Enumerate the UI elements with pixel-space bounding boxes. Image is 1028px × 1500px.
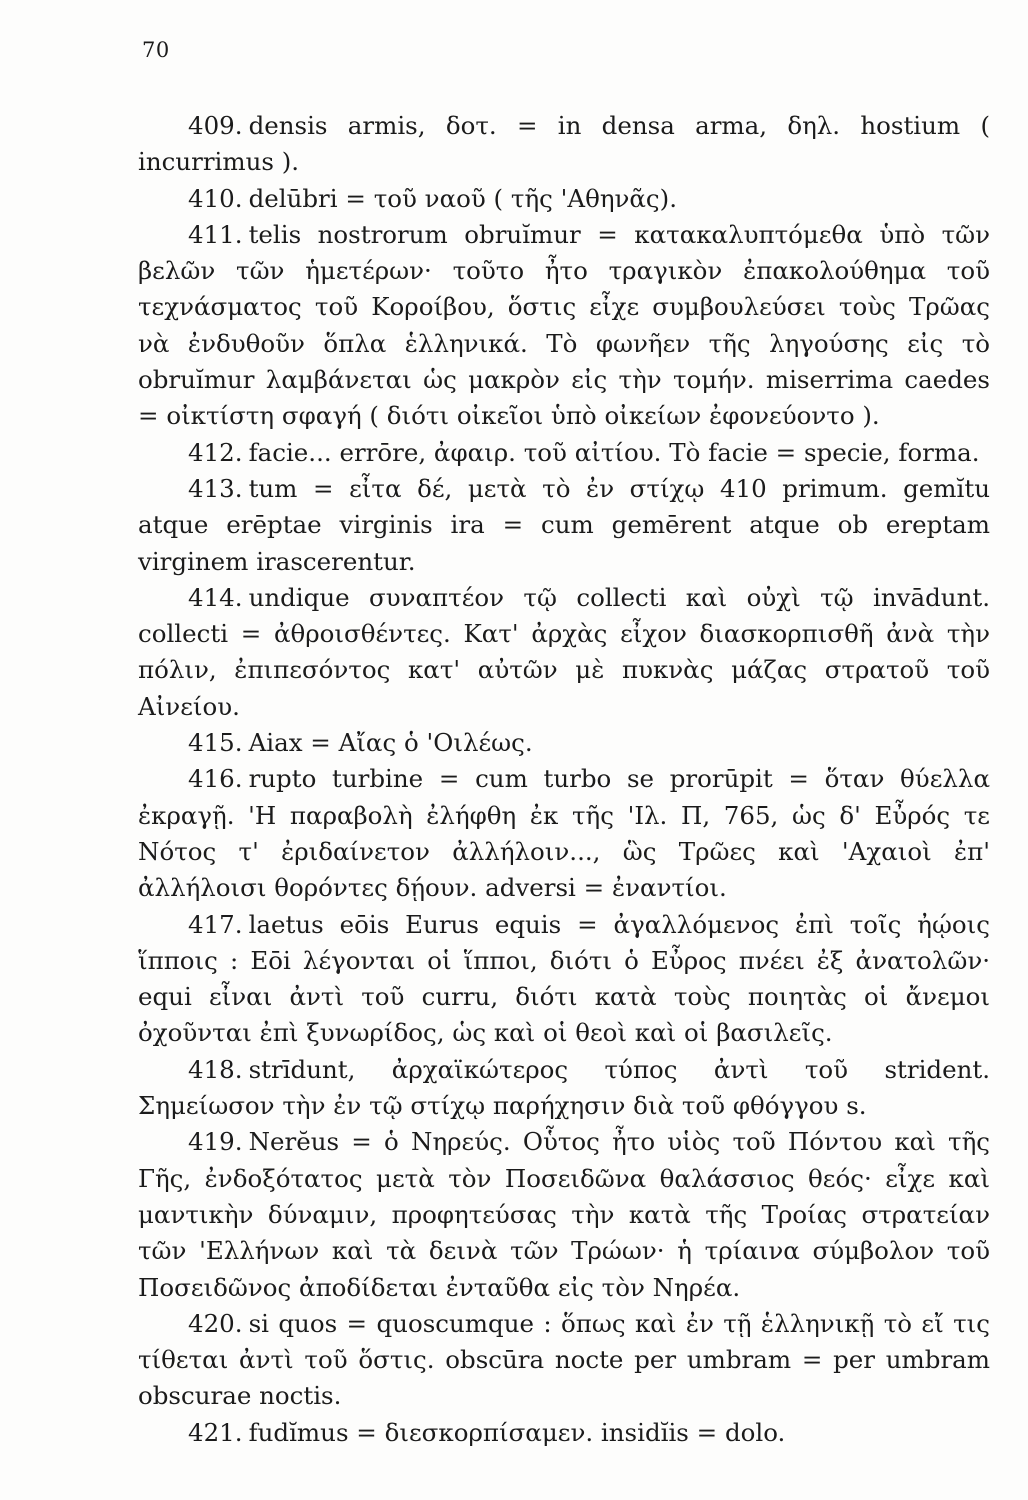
entry-number: 416.	[188, 764, 243, 794]
commentary-entry-420	[138, 1306, 990, 1415]
entry-number: 412.	[188, 437, 243, 467]
entry-number: 413.	[188, 473, 243, 503]
commentary-entry-418	[138, 1052, 990, 1125]
entry-text: densis armis, δοτ. = in densa arma, δηλ. hostium ( incurrimus ).	[138, 111, 990, 177]
entry-number: 419.	[188, 1127, 243, 1157]
entry-text: strīdunt, ἀρχαϊκώτερος τύπος ἀντὶ τοῦ strident. Σημείωσον τὴν ἐν τῷ στίχῳ παρήχησιν διὰ τοῦ φθόγγου s.	[138, 1054, 990, 1121]
entry-number: 417.	[188, 909, 243, 939]
entry-text: Nerĕus = ὁ Νηρεύς. Οὗτος ἦτο υἱὸς τοῦ Πόντου καὶ τῆς Γῆς, ἐνδοξότατος μετὰ τὸν Ποσειδῶνα θαλάσσιος θεός· εἶχε καὶ μαντικὴν δύναμιν, προφητεύσας τὴν κατὰ τῆς Τροίας στρατείαν τῶν 'Ελλήνων καὶ τὰ δεινὰ τῶν Τρώων· ἡ τρίαινα σύμβολον τοῦ Ποσειδῶνος ἀποδίδεται ἐνταῦθα εἰς τὸν Νηρέα.	[138, 1127, 990, 1302]
entry-number: 421.	[188, 1417, 243, 1447]
commentary-entry-414	[138, 580, 990, 725]
commentary-entry-410	[138, 181, 990, 217]
entry-text: rupto turbine = cum turbo se prorūpit = ὅταν θύελλα ἐκραγῇ. 'Η παραβολὴ ἐλήφθη ἐκ τῆς 'Ιλ. Π, 765, ὡς δ' Εὖρός τε Νότος τ' ἐριδαίνετον ἀλλήλοιν..., ὣς Τρῶες καὶ 'Αχαιοὶ ἐπ' ἀλλήλοισι θορόντες δῄουν. adversi = ἐναντίοι.	[138, 764, 990, 903]
entry-text: facie... errōre, ἀφαιρ. τοῦ αἰτίου. Τὸ facie = specie, forma.	[248, 437, 980, 467]
commentary-body	[138, 108, 990, 1451]
commentary-entry-419	[138, 1124, 990, 1305]
entry-number: 411.	[188, 219, 243, 249]
entry-text: Aiax = Αἴας ὁ 'Οιλέως.	[248, 728, 533, 758]
entry-number: 409.	[188, 111, 243, 140]
commentary-entry-411	[138, 217, 990, 435]
commentary-entry-415	[138, 725, 990, 761]
entry-text: telis nostrorum obruĭmur = κατακαλυπτόμεθα ὑπὸ τῶν βελῶν τῶν ἡμετέρων· τοῦτο ἦτο τραγικὸν ἐπακολούθημα τοῦ τεχνάσματος τοῦ Κοροίβου, ὅστις εἶχε συμβουλεύσει τοὺς Τρῶας νὰ ἐνδυθοῦν ὅπλα ἑλληνικά. Τὸ φωνῆεν τῆς ληγούσης εἰς τὸ obruĭmur λαμβάνεται ὡς μακρὸν εἰς τὴν τομήν. miserrima caedes = οἰκτίστη σφαγή ( διότι οἰκεῖοι ὑπὸ οἰκείων ἐφονεύοντο ).	[138, 219, 990, 431]
commentary-entry-412	[138, 435, 990, 471]
entry-text: undique συναπτέον τῷ collecti καὶ οὐχὶ τῷ invādunt. collecti = ἀθροισθέντες. Κατ' ἀρχὰς εἶχον διασκορπισθῆ ἀνὰ τὴν πόλιν, ἐπιπεσόντος κατ' αὐτῶν μὲ πυκνὰς μάζας στρατοῦ τοῦ Αἰνείου.	[138, 582, 990, 721]
commentary-entry-413	[138, 471, 990, 580]
entry-number: 418.	[188, 1054, 243, 1084]
entry-number: 415.	[188, 728, 243, 758]
commentary-entry-416	[138, 761, 990, 906]
commentary-entry-421	[138, 1415, 990, 1451]
entry-number: 420.	[188, 1308, 243, 1338]
entry-number: 414.	[188, 582, 243, 612]
entry-text: laetus eōis Eurus equis = ἀγαλλόμενος ἐπὶ τοῖς ἠῴοις ἵπποις : Eōi λέγονται οἱ ἵπποι, διότι ὁ Εὖρος πνέει ἐξ ἀνατολῶν· equi εἶναι ἀντὶ τοῦ curru, διότι κατὰ τοὺς ποιητὰς οἱ ἄνεμοι ὀχοῦνται ἐπὶ ξυνωρίδος, ὡς καὶ οἱ θεοὶ καὶ οἱ βασιλεῖς.	[138, 909, 990, 1048]
entry-text: tum = εἶτα δέ, μετὰ τὸ ἐν στίχῳ 410 primum. gemĭtu atque erēptae virginis ira = cum gemērent atque ob ereptam virginem irascerentur.	[138, 473, 990, 576]
commentary-entry-409	[138, 108, 990, 181]
entry-text: fudĭmus = διεσκορπίσαμεν. insidĭis = dolo.	[248, 1417, 786, 1447]
page-number: 70	[142, 38, 170, 62]
entry-text: si quos = quoscumque : ὅπως καὶ ἐν τῇ ἑλληνικῇ τὸ εἴ τις τίθεται ἀντὶ τοῦ ὅστις. obscūra nocte per umbram = per umbram obscurae noctis.	[138, 1308, 990, 1411]
entry-text: delūbri = τοῦ ναοῦ ( τῆς 'Αθηνᾶς).	[248, 183, 678, 213]
commentary-entry-417	[138, 907, 990, 1052]
entry-number: 410.	[188, 183, 243, 213]
